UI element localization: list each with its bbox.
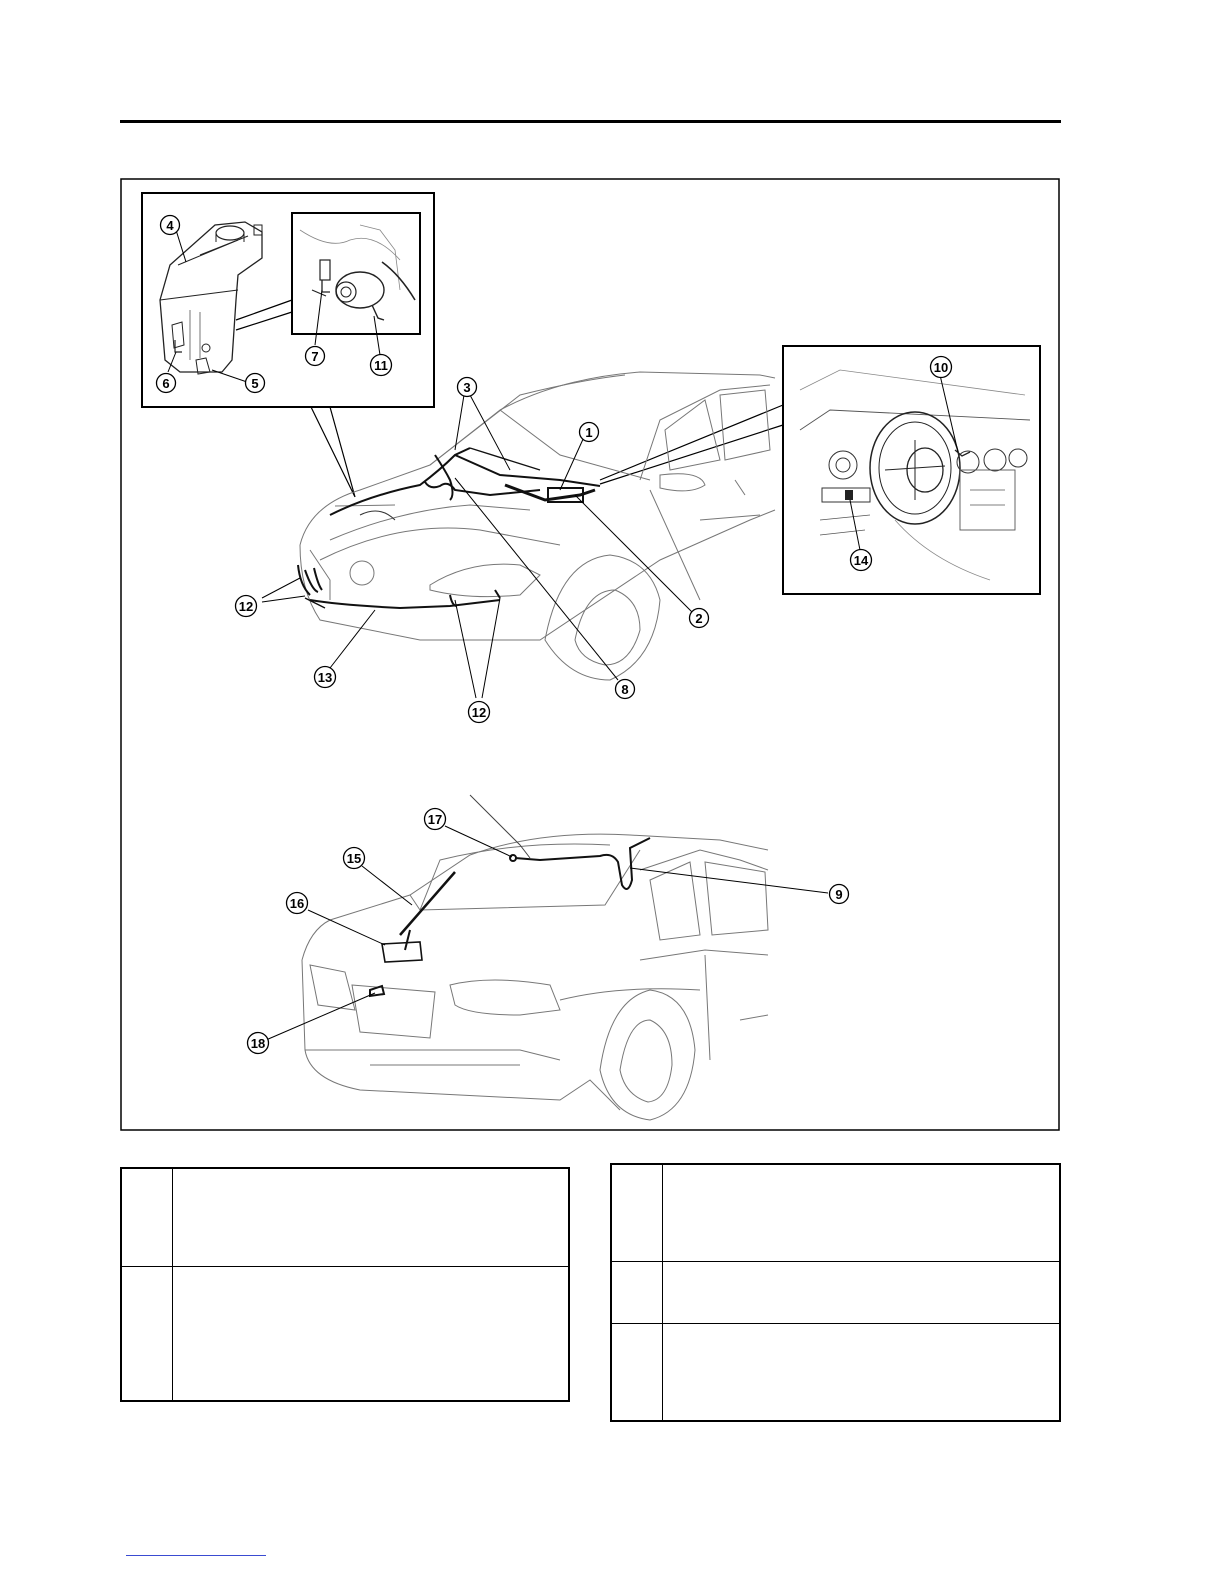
svg-text:13: 13 bbox=[317, 670, 333, 685]
svg-text:12: 12 bbox=[471, 705, 487, 720]
svg-text:6: 6 bbox=[162, 376, 170, 391]
callout-1 bbox=[580, 423, 599, 442]
legend-row bbox=[611, 1261, 1060, 1323]
svg-text:1: 1 bbox=[585, 425, 593, 440]
callout-12-left bbox=[236, 596, 257, 617]
dash-inset-pointer bbox=[600, 405, 783, 484]
svg-text:8: 8 bbox=[621, 682, 629, 697]
legend-description bbox=[663, 1323, 1061, 1421]
callout-6 bbox=[157, 374, 176, 393]
legend-row bbox=[121, 1266, 569, 1401]
svg-text:16: 16 bbox=[289, 896, 305, 911]
legend-description bbox=[173, 1168, 570, 1266]
legend-description bbox=[173, 1266, 570, 1401]
legend-table-right bbox=[610, 1163, 1061, 1422]
svg-text:5: 5 bbox=[251, 376, 259, 391]
legend-row bbox=[611, 1164, 1060, 1261]
callout-8 bbox=[616, 680, 635, 699]
callout-15 bbox=[344, 848, 365, 869]
svg-text:17: 17 bbox=[427, 812, 443, 827]
svg-text:10: 10 bbox=[933, 360, 949, 375]
legend-description bbox=[663, 1164, 1061, 1261]
callout-16 bbox=[287, 893, 308, 914]
svg-text:9: 9 bbox=[835, 887, 843, 902]
front-callout-leaders bbox=[262, 395, 692, 698]
dashboard-inset bbox=[783, 346, 1040, 594]
inset-pointer bbox=[311, 407, 355, 497]
legend-number bbox=[121, 1266, 173, 1401]
legend-number bbox=[611, 1164, 663, 1261]
callout-10 bbox=[931, 357, 952, 378]
callout-9 bbox=[830, 885, 849, 904]
callout-4 bbox=[161, 216, 180, 235]
legend-table-left bbox=[120, 1167, 570, 1402]
callout-17 bbox=[425, 809, 446, 830]
callout-11 bbox=[371, 355, 392, 376]
legend-number bbox=[121, 1168, 173, 1266]
svg-text:12: 12 bbox=[238, 599, 254, 614]
front-car-illustration bbox=[300, 372, 775, 680]
callout-3 bbox=[458, 378, 477, 397]
callout-14 bbox=[851, 550, 872, 571]
legend-row bbox=[121, 1168, 569, 1266]
rear-washer-system bbox=[370, 838, 650, 996]
svg-text:11: 11 bbox=[374, 358, 388, 373]
callout-13 bbox=[315, 667, 336, 688]
callout-12-bottom bbox=[469, 702, 490, 723]
svg-text:2: 2 bbox=[695, 611, 703, 626]
legend-number bbox=[611, 1323, 663, 1421]
washer-tank-inset bbox=[142, 193, 434, 407]
svg-text:18: 18 bbox=[250, 1036, 266, 1051]
svg-text:4: 4 bbox=[166, 218, 174, 233]
svg-text:14: 14 bbox=[853, 553, 869, 568]
svg-text:7: 7 bbox=[311, 349, 319, 364]
callout-5 bbox=[246, 374, 265, 393]
callout-18 bbox=[248, 1033, 269, 1054]
svg-text:3: 3 bbox=[463, 380, 471, 395]
legend-row bbox=[611, 1323, 1060, 1421]
svg-text:15: 15 bbox=[346, 851, 362, 866]
legend-number bbox=[611, 1261, 663, 1323]
callout-2 bbox=[690, 609, 709, 628]
callout-7 bbox=[306, 347, 325, 366]
legend-description bbox=[663, 1261, 1061, 1323]
footer-link[interactable] bbox=[126, 1555, 266, 1556]
